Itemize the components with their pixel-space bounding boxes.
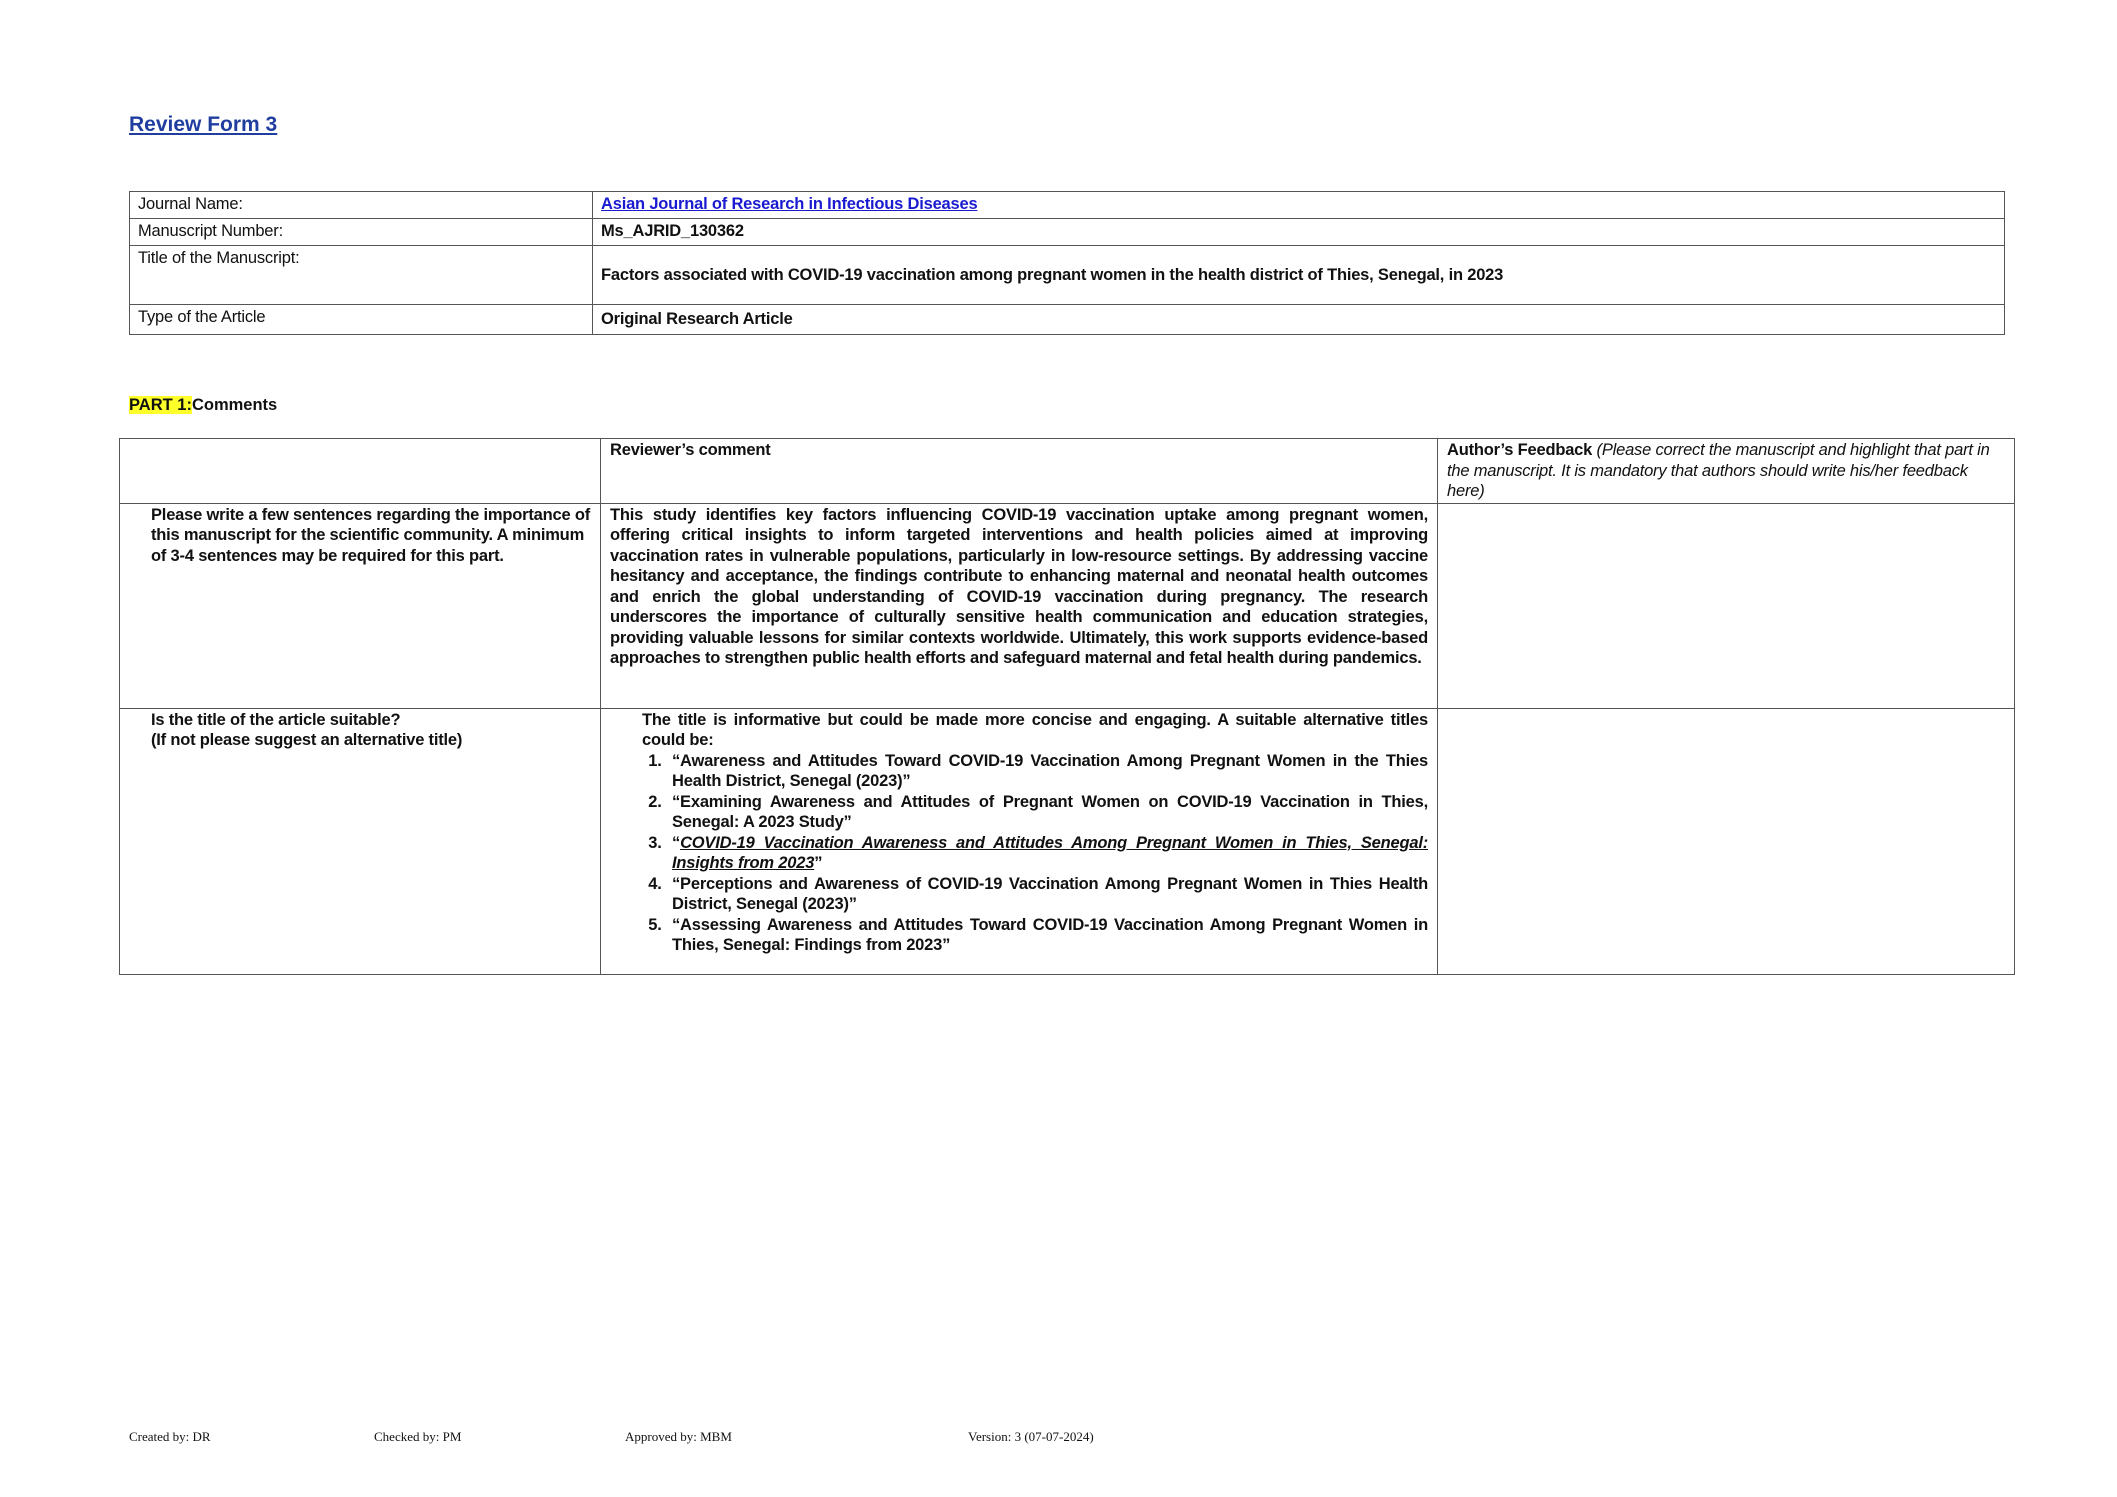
question-cell xyxy=(120,708,601,974)
table-row xyxy=(120,503,2015,708)
open-quote: “ xyxy=(672,833,681,852)
alternative-title-1: 1. “Awareness and Attitudes Toward COVID-19 Vaccination Among Pregnant Women in the Thies Health District, Senegal (2023)” xyxy=(666,751,1428,792)
type-row xyxy=(130,305,2005,335)
reviewer-comment-title[interactable] xyxy=(601,708,1438,974)
close-quote: ” xyxy=(814,854,823,872)
manuscript-number-row xyxy=(130,219,2005,246)
author-feedback-importance[interactable] xyxy=(1438,503,2015,708)
journal-label: Journal Name: xyxy=(130,192,593,219)
manuscript-info-table xyxy=(129,191,2005,335)
alternative-title-2: 2. “Examining Awareness and Attitudes of Pregnant Women on COVID-19 Vaccination in Thies, Senegal: A 2023 Study” xyxy=(666,792,1428,833)
type-value: Original Research Article xyxy=(593,305,2005,335)
footer-version: Version: 3 (07-07-2024) xyxy=(968,1429,1094,1444)
alternative-titles-list xyxy=(610,751,1428,956)
author-feedback-title: Author’s Feedback xyxy=(1447,441,1593,459)
author-feedback-header xyxy=(1438,439,2015,504)
footer-approved: Approved by: MBM xyxy=(625,1429,732,1444)
alternative-title-3 xyxy=(666,833,1428,874)
question-cell xyxy=(120,503,601,708)
reviewer-comment-importance[interactable]: This study identifies key factors influencing COVID-19 vaccination uptake among pregnant women, offering critical insights to inform targeted interventions and health policies aimed at improving vaccination rates in vulnerable populations, particularly in low-resource settings. By addressing vaccine hesitancy and acceptance, the findings contribute to enhancing maternal and neonatal health outcomes and enrich the global understanding of COVID-19 vaccination during pregnancy. The research underscores the importance of culturally sensitive health communication and education strategies, providing valuable lessons for similar contexts worldwide. Ultimately, this work supports evidence-based approaches to strengthen public health efforts and safeguard maternal and fetal health during pandemics. xyxy=(601,503,1438,708)
manuscript-number-label: Manuscript Number: xyxy=(130,219,593,246)
journal-row xyxy=(130,192,2005,219)
manuscript-number-value: Ms_AJRID_130362 xyxy=(593,219,2005,246)
title-row xyxy=(130,246,2005,305)
footer-checked: Checked by: PM xyxy=(374,1429,462,1444)
question-title-suitable: Is the title of the article suitable? xyxy=(151,710,401,729)
type-label: Type of the Article xyxy=(130,305,593,335)
part1-heading xyxy=(129,396,277,415)
question-title-alternative: (If not please suggest an alternative title) xyxy=(151,731,463,749)
alternative-title-4: 4. “Perceptions and Awareness of COVID-19 Vaccination Among Pregnant Women in Thies Health District, Senegal (2023)” xyxy=(666,874,1428,915)
author-feedback-title[interactable] xyxy=(1438,708,2015,974)
part1-label: PART 1: xyxy=(129,396,192,414)
alternative-title-3-text: COVID-19 Vaccination Awareness and Attitudes Among Pregnant Women in Thies, Senegal: Insights from 2023 xyxy=(672,833,1428,872)
header-row xyxy=(120,439,2015,504)
table-row xyxy=(120,708,2015,974)
journal-link[interactable]: Asian Journal of Research in Infectious Diseases xyxy=(601,195,978,213)
part1-title: Comments xyxy=(191,396,278,414)
comments-table xyxy=(119,438,2015,975)
footer-created: Created by: DR xyxy=(129,1429,211,1444)
title-value: Factors associated with COVID-19 vaccination among pregnant women in the health district of Thies, Senegal, in 2023 xyxy=(593,246,2005,305)
reviewer-comment-header: Reviewer’s comment xyxy=(601,439,1438,504)
form-title[interactable]: Review Form 3 xyxy=(129,113,278,136)
title-comment-intro: The title is informative but could be made more concise and engaging. A suitable alternative titles could be: xyxy=(642,710,1428,749)
author-feedback-instructions: (Please correct the manuscript and highlight that part in the manuscript. It is mandatory that authors should write his/her feedback here) xyxy=(1447,441,1990,500)
alternative-title-5: 5. “Assessing Awareness and Attitudes Toward COVID-19 Vaccination Among Pregnant Women in Thies, Senegal: Findings from 2023” xyxy=(666,915,1428,956)
title-label: Title of the Manuscript: xyxy=(130,246,593,305)
question-importance: Please write a few sentences regarding the importance of this manuscript for the scientific community. A minimum of 3-4 sentences may be required for this part. xyxy=(151,505,591,565)
header-empty-cell xyxy=(120,439,601,504)
